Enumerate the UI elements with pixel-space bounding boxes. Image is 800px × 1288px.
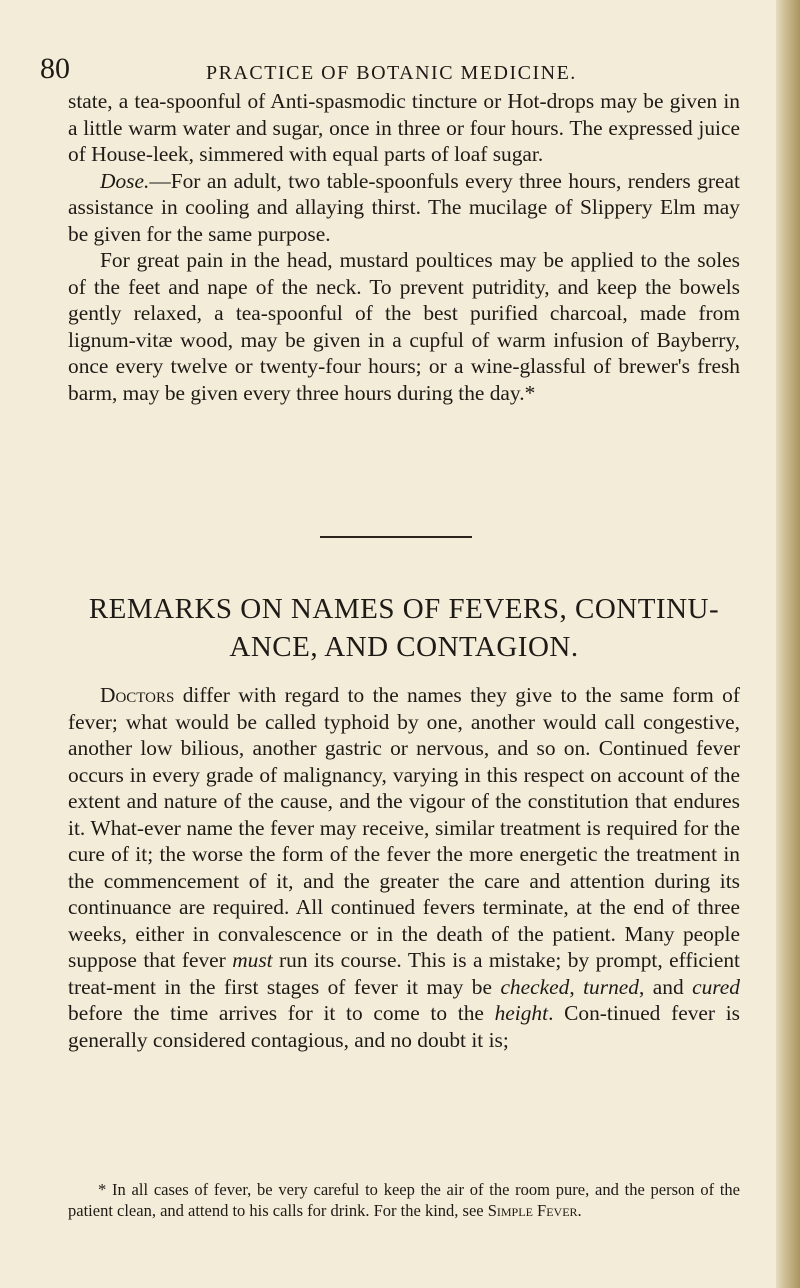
footnote-text: * In all cases of fever, be very careful to keep the air of the room pure, and the person of the patient clean, and attend to his calls for drink. For the kind, see	[68, 1180, 740, 1220]
paragraph-4-sep-1: ,	[569, 974, 584, 999]
paragraph-2	[68, 168, 740, 248]
section-divider	[320, 536, 472, 538]
body-text-bottom	[68, 682, 740, 1053]
paragraph-1: state, a tea-spoonful of Anti-spasmodic tincture or Hot-drops may be given in a little warm water and sugar, once in three or four hours. The expressed juice of House-leek, simmered with equal parts of loaf sugar.	[68, 89, 740, 166]
emphasis-turned: turned	[583, 974, 639, 999]
dose-label: Dose.	[100, 168, 150, 193]
page-number: 80	[40, 52, 70, 85]
paragraph-3: For great pain in the head, mustard poultices may be applied to the soles of the feet and nape of the neck. To prevent putridity, and keep the bowels gently relaxed, a tea-spoonful of the best purified charcoal, made from lignum-vitæ wood, may be given in a cupful of warm infusion of Bayberry, once every twelve or twenty-four hours; or a wine-glassful of brewer's fresh barm, may be given every three hours during the day.*	[68, 248, 740, 405]
footnote	[68, 1179, 740, 1221]
emphasis-must: must	[232, 948, 273, 972]
footnote-ref: Simple Fever	[487, 1201, 578, 1220]
paragraph-4-text-b: run its course. This is a mistake; by prompt, efficient treat-ment in the first stages of fever it may be	[68, 948, 740, 999]
footnote-body	[68, 1179, 740, 1221]
paragraph-4-sep-2: , and	[638, 974, 693, 999]
paragraph-4-lead: Doctors	[100, 683, 175, 707]
paragraph-4-text-a: differ with regard to the names they give to the same form of fever; what would be called typhoid by one, another would call congestive, another low bilious, another gastric or nervous, and so on. Continued fever occurs in every grade of malignancy, varying in this respect on account of the extent and nature of the cause, and the vigour of the constitution that endures it. What-ever name the fever may receive, similar treatment is required for the cure of it; the worse the form of the fever the more energetic the treatment in the commencement of it, and the greater the care and attention during its continuance are required. All continued fevers terminate, at the end of three weeks, either in convalescence or in the death of the patient. Many people suppose that fever	[68, 683, 740, 972]
emphasis-cured: cured	[692, 974, 740, 999]
paragraph-4	[68, 682, 740, 1053]
paragraph-4-text-c: before the time arrives for it to come to the	[68, 1001, 495, 1025]
section-title: REMARKS ON NAMES OF FEVERS, CONTINU-ANCE, AND CONTAGION.	[88, 593, 720, 663]
page-edge	[776, 0, 800, 1288]
running-head: PRACTICE OF BOTANIC MEDICINE.	[206, 62, 577, 84]
emphasis-checked: checked	[500, 974, 570, 999]
footnote-end: .	[577, 1201, 582, 1220]
dose-text: —For an adult, two table-spoonfuls every three hours, renders great assistance in cooling and allaying thirst. The mucilage of Slippery Elm may be given for the same purpose.	[68, 168, 740, 246]
body-text-top	[68, 88, 740, 406]
paragraph-4-text-d: . Con-tinued fever is generally considered contagious, and no doubt it is;	[68, 1001, 740, 1052]
emphasis-height: height	[494, 1001, 549, 1025]
